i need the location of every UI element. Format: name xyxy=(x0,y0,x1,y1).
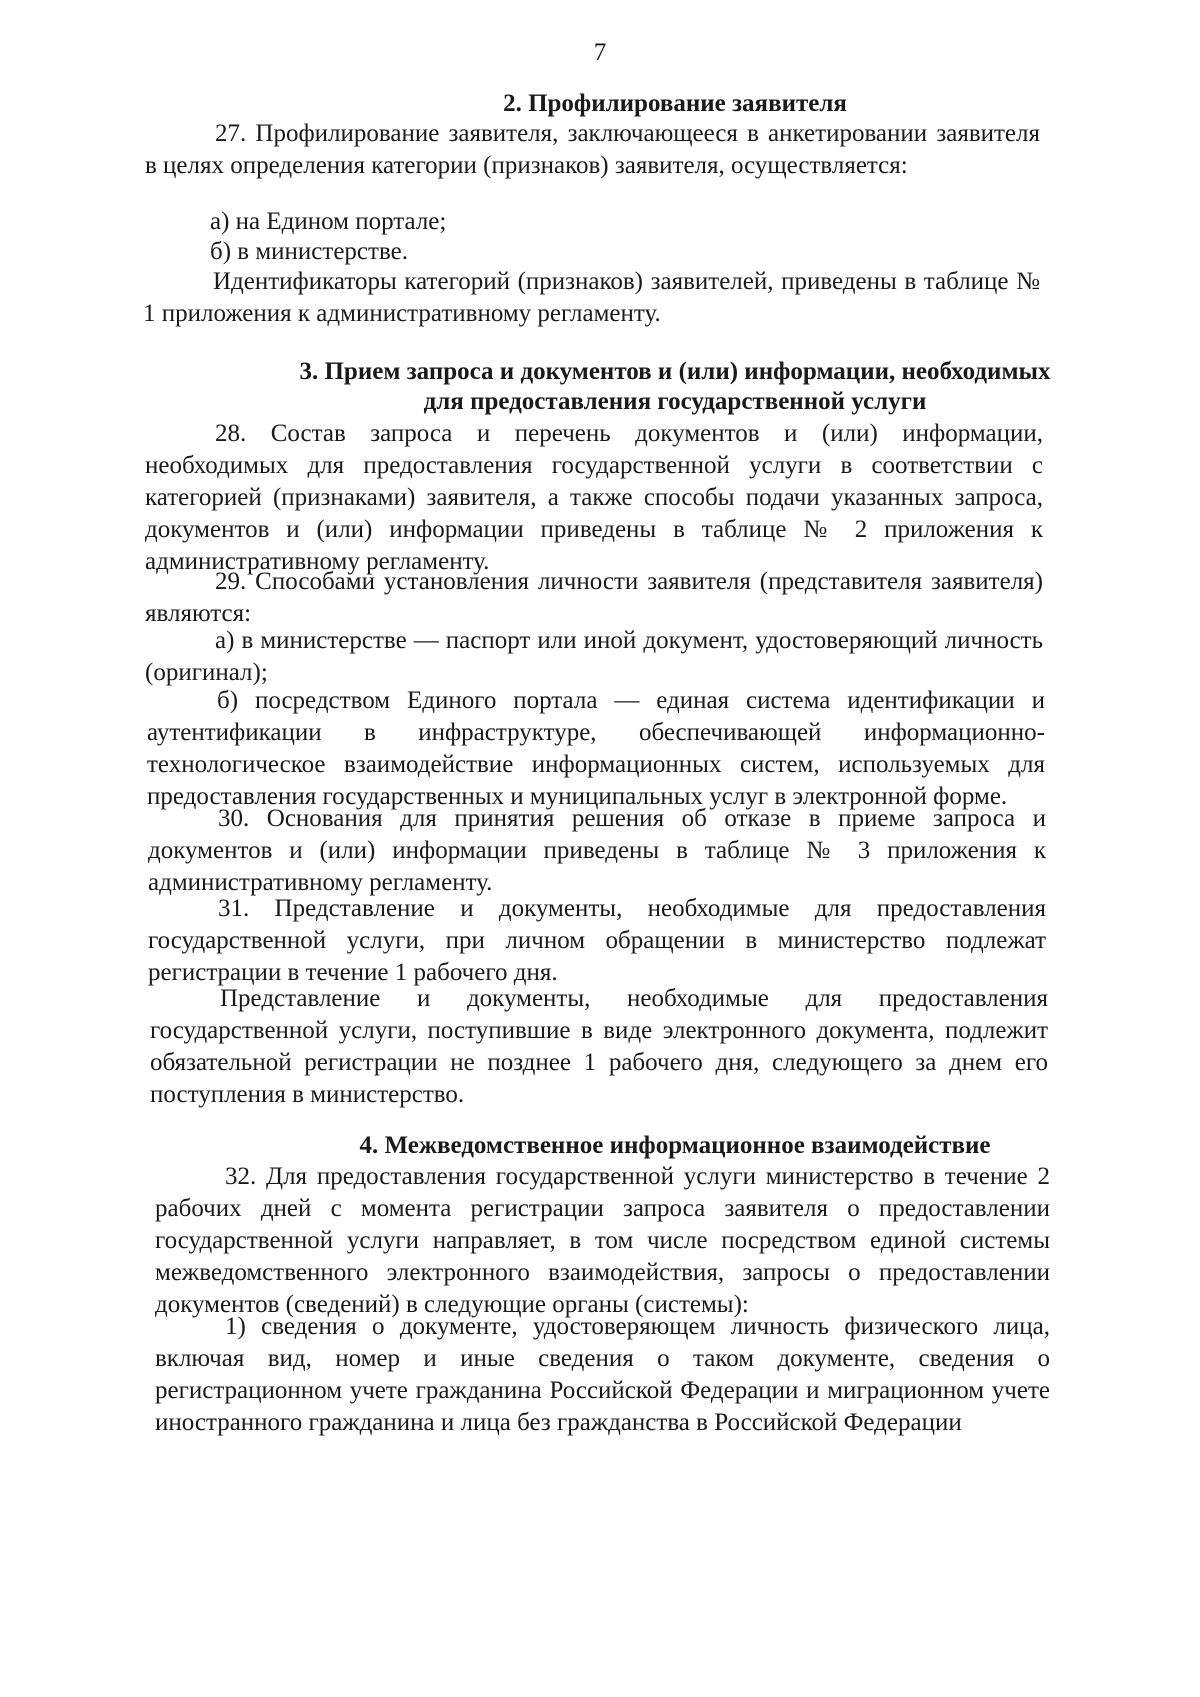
section-heading-request-line1: 3. Прием запроса и документов и (или) информации, необходимых xyxy=(299,358,1051,385)
page-number: 7 xyxy=(593,39,607,66)
paragraph-29-a: а) в министерстве — паспорт или иной документ, удостоверяющий личность (оригинал); xyxy=(145,627,1043,686)
paragraph-31-electronic: Представление и документы, необходимые для предоставления государственной услуги, поступившие в виде электронного документа, подлежит обязательной регистрации не позднее 1 рабочего дня, следующего за днем его поступления в министерство. xyxy=(150,985,1048,1108)
paragraph-27: 27. Профилирование заявителя, заключающееся в анкетировании заявителя в целях определения категории (признаков) заявителя, осуществляется: xyxy=(145,120,1040,179)
paragraph-32: 32. Для предоставления государственной услуги министерство в течение 2 рабочих дней с момента регистрации запроса заявителя о предоставлении государственной услуги направляет, в том числе посредством единой системы межведомственного электронного взаимодействия, запросы о предоставлении документов (сведений) в следующие органы (системы): xyxy=(155,1163,1050,1318)
section-heading-request-line2: для предоставления государственной услуги xyxy=(423,388,927,415)
paragraph-27-a: а) на Едином портале; xyxy=(210,208,447,235)
paragraph-29: 29. Способами установления личности заявителя (представителя заявителя) являются: xyxy=(145,568,1043,627)
paragraph-29-b: б) посредством Единого портала — единая система идентификации и аутентификации в инфраструктуре, обеспечивающей информационно-технологическое взаимодействие информационных систем, используемых для предоставления государственных и муниципальных услуг в электронной форме. xyxy=(147,687,1045,810)
paragraph-31: 31. Представление и документы, необходимые для предоставления государственной услуги, при личном обращении в министерство подлежат регистрации в течение 1 рабочего дня. xyxy=(148,895,1046,986)
paragraph-27-b: б) в министерстве. xyxy=(210,238,408,265)
paragraph-28: 28. Состав запроса и перечень документов и (или) информации, необходимых для предоставления государственной услуги в соответствии с категорией (признаками) заявителя, а также способы подачи указанных запроса, документов и (или) информации приведены в таблице № 2 приложения к административному регламенту. xyxy=(145,420,1043,575)
paragraph-27-identifiers: Идентификаторы категорий (признаков) заявителей, приведены в таблице № 1 приложения к административному регламенту. xyxy=(143,268,1040,327)
section-heading-profiling: 2. Профилирование заявителя xyxy=(503,90,847,117)
paragraph-32-1: 1) сведения о документе, удостоверяющем личность физического лица, включая вид, номер и иные сведения о таком документе, сведения о регистрационном учете гражданина Российской Федерации и миграционном учете иностранного гражданина и лица без гражданства в Российской Федерации xyxy=(155,1313,1050,1436)
section-heading-interagency: 4. Межведомственное информационное взаимодействие xyxy=(359,1132,991,1159)
paragraph-30: 30. Основания для принятия решения об отказе в приеме запроса и документов и (или) информации приведены в таблице № 3 приложения к административному регламенту. xyxy=(148,805,1046,896)
